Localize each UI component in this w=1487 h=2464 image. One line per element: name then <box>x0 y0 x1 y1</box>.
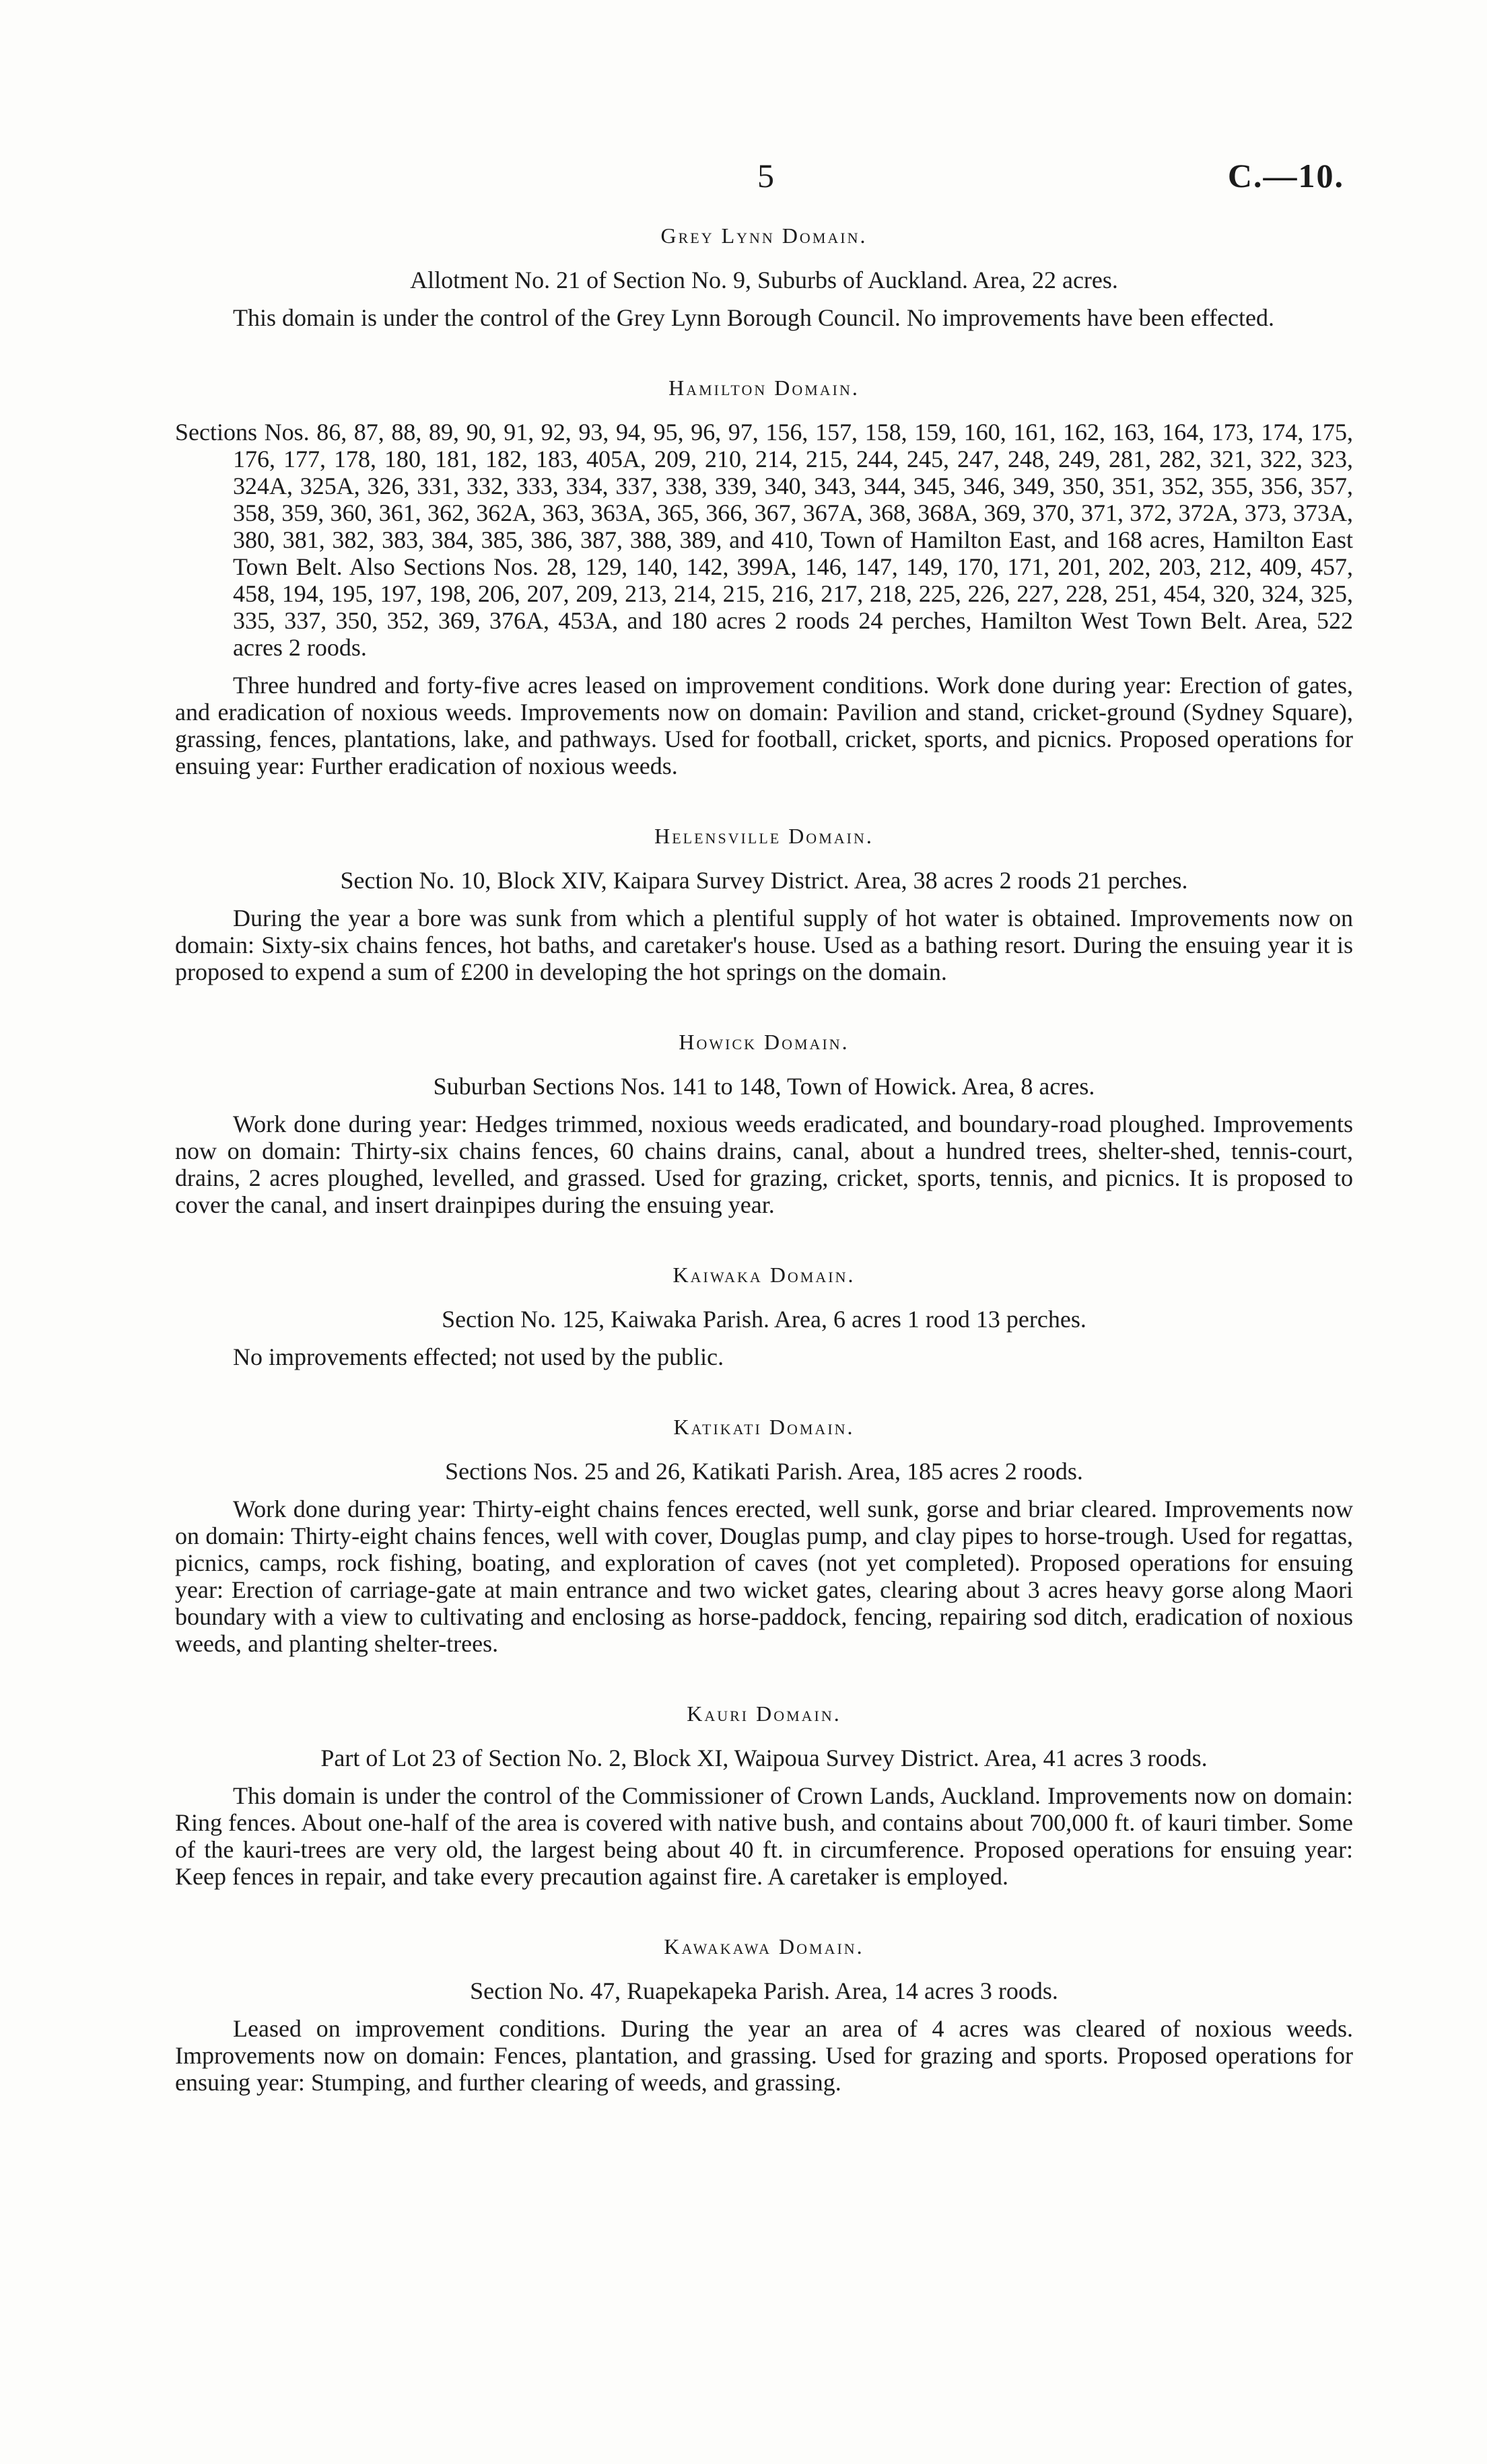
page-body <box>175 222 1353 2139</box>
section-land-description: Section No. 10, Block XIV, Kaipara Survey District. Area, 38 acres 2 roods 21 perches. <box>340 867 1188 894</box>
section-title: Hamilton Domain. <box>668 376 860 400</box>
section-land-description: Allotment No. 21 of Section No. 9, Suburbs of Auckland. Area, 22 acres. <box>410 267 1118 293</box>
section-report: During the year a bore was sunk from which a plentiful supply of hot water is obtained. Improvements now on domain: Sixty-six chains fences, hot baths, and caretaker's house. Used as a bathing resort. During the ensuing year it is proposed to expend a sum of £200 in developing the hot springs on the domain. <box>175 905 1353 985</box>
section-report: Work done during year: Hedges trimmed, noxious weeds eradicated, and boundary-road ploughed. Improvements now on domain: Thirty-six chains fences, 60 chains drains, canal, about a hundred trees, shelter-shed, tennis-court, drains, 2 acres ploughed, levelled, and grassed. Used for grazing, cricket, sports, tennis, and picnics. It is proposed to cover the canal, and insert drainpipes during the ensuing year. <box>175 1111 1353 1218</box>
section-title: Howick Domain. <box>679 1030 850 1054</box>
section-report: Three hundred and forty-five acres leased on improvement conditions. Work done during year: Erection of gates, and eradication of noxious weeds. Improvements now on domain: Pavilion and stand, cricket-ground (Sydney Square), grassing, fences, plantations, lake, and pathways. Used for football, cricket, sports, and picnics. Proposed operations for ensuing year: Further eradication of noxious weeds. <box>175 672 1353 779</box>
domain-section-katikati <box>175 1413 1353 1657</box>
section-land-description: Section No. 125, Kaiwaka Parish. Area, 6 acres 1 rood 13 perches. <box>442 1306 1086 1333</box>
section-title: Katikati Domain. <box>673 1415 855 1439</box>
domain-section-howick <box>175 1028 1353 1218</box>
domain-section-kaiwaka <box>175 1261 1353 1370</box>
section-title: Grey Lynn Domain. <box>660 223 868 248</box>
section-report: This domain is under the control of the Grey Lynn Borough Council. No improvements have been effected. <box>233 304 1274 331</box>
section-report: Work done during year: Thirty-eight chains fences erected, well sunk, gorse and briar cleared. Improvements now on domain: Thirty-eight chains fences, well with cover, Douglas pump, and clay pipes to horse-trough. Used for regattas, picnics, camps, rock fishing, boating, and exploration of caves (not yet completed). Proposed operations for ensuing year: Erection of carriage-gate at main entrance and two wicket gates, clearing about 3 acres heavy gorse along Maori boundary with a view to cultivating and enclosing as horse-paddock, fencing, repairing sod ditch, eradication of noxious weeds, and planting shelter-trees. <box>175 1495 1353 1657</box>
section-land-description: Sections Nos. 86, 87, 88, 89, 90, 91, 92, 93, 94, 95, 96, 97, 156, 157, 158, 159, 160, 161, 162, 163, 164, 173, 174, 175, 176, 177, 178, 180, 181, 182, 183, 405A, 209, 210, 214, 215, 244, 245, 247, 248, 249, 281, 282, 321, 322, 323, 324A, 325A, 326, 331, 332, 333, 334, 337, 338, 339, 340, 343, 344, 345, 346, 349, 350, 351, 352, 355, 356, 357, 358, 359, 360, 361, 362, 362A, 363, 363A, 365, 366, 367, 367A, 368, 368A, 369, 370, 371, 372, 372A, 373, 373A, 380, 381, 382, 383, 384, 385, 386, 387, 388, 389, and 410, Town of Hamilton East, and 168 acres, Hamilton East Town Belt. Also Sections Nos. 28, 129, 140, 142, 399A, 146, 147, 149, 170, 171, 201, 202, 203, 212, 409, 457, 458, 194, 195, 197, 198, 206, 207, 209, 213, 214, 215, 216, 217, 218, 225, 226, 227, 228, 251, 454, 320, 324, 325, 335, 337, 350, 352, 369, 376A, 453A, and 180 acres 2 roods 24 perches, Hamilton West Town Belt. Area, 522 acres 2 roods. <box>175 419 1353 661</box>
section-land-description: Sections Nos. 25 and 26, Katikati Parish. Area, 185 acres 2 roods. <box>445 1458 1083 1485</box>
section-report: No improvements effected; not used by the public. <box>233 1343 724 1370</box>
page-number: 5 <box>757 157 774 195</box>
section-report: Leased on improvement conditions. During the year an area of 4 acres was cleared of noxious weeds. Improvements now on domain: Fences, plantation, and grassing. Used for grazing and sports. Proposed operations for ensuing year: Stumping, and further clearing of weeds, and grassing. <box>175 2015 1353 2096</box>
domain-section-kauri <box>175 1700 1353 1890</box>
domain-section-hamilton <box>175 374 1353 779</box>
section-land-description: Part of Lot 23 of Section No. 2, Block XI, Waipoua Survey District. Area, 41 acres 3 roods. <box>320 1745 1208 1771</box>
section-land-description: Suburban Sections Nos. 141 to 148, Town of Howick. Area, 8 acres. <box>433 1073 1095 1100</box>
document-reference: C.—10. <box>1227 157 1344 195</box>
domain-section-helensville <box>175 822 1353 985</box>
domain-section-grey-lynn <box>175 222 1353 331</box>
section-title: Kauri Domain. <box>687 1701 841 1726</box>
section-report: This domain is under the control of the Commissioner of Crown Lands, Auckland. Improvements now on domain: Ring fences. About one-half of the area is covered with native bush, and contains about 700,000 ft. of kauri timber. Some of the kauri-trees are very old, the largest being about 40 ft. in circumference. Proposed operations for ensuing year: Keep fences in repair, and take every precaution against fire. A caretaker is employed. <box>175 1782 1353 1890</box>
section-title: Kawakawa Domain. <box>664 1934 864 1959</box>
section-land-description: Section No. 47, Ruapekapeka Parish. Area, 14 acres 3 roods. <box>470 1977 1058 2004</box>
domain-section-kawakawa <box>175 1933 1353 2096</box>
page-header <box>0 156 1487 210</box>
section-title: Helensville Domain. <box>654 824 874 848</box>
section-title: Kaiwaka Domain. <box>672 1263 856 1287</box>
